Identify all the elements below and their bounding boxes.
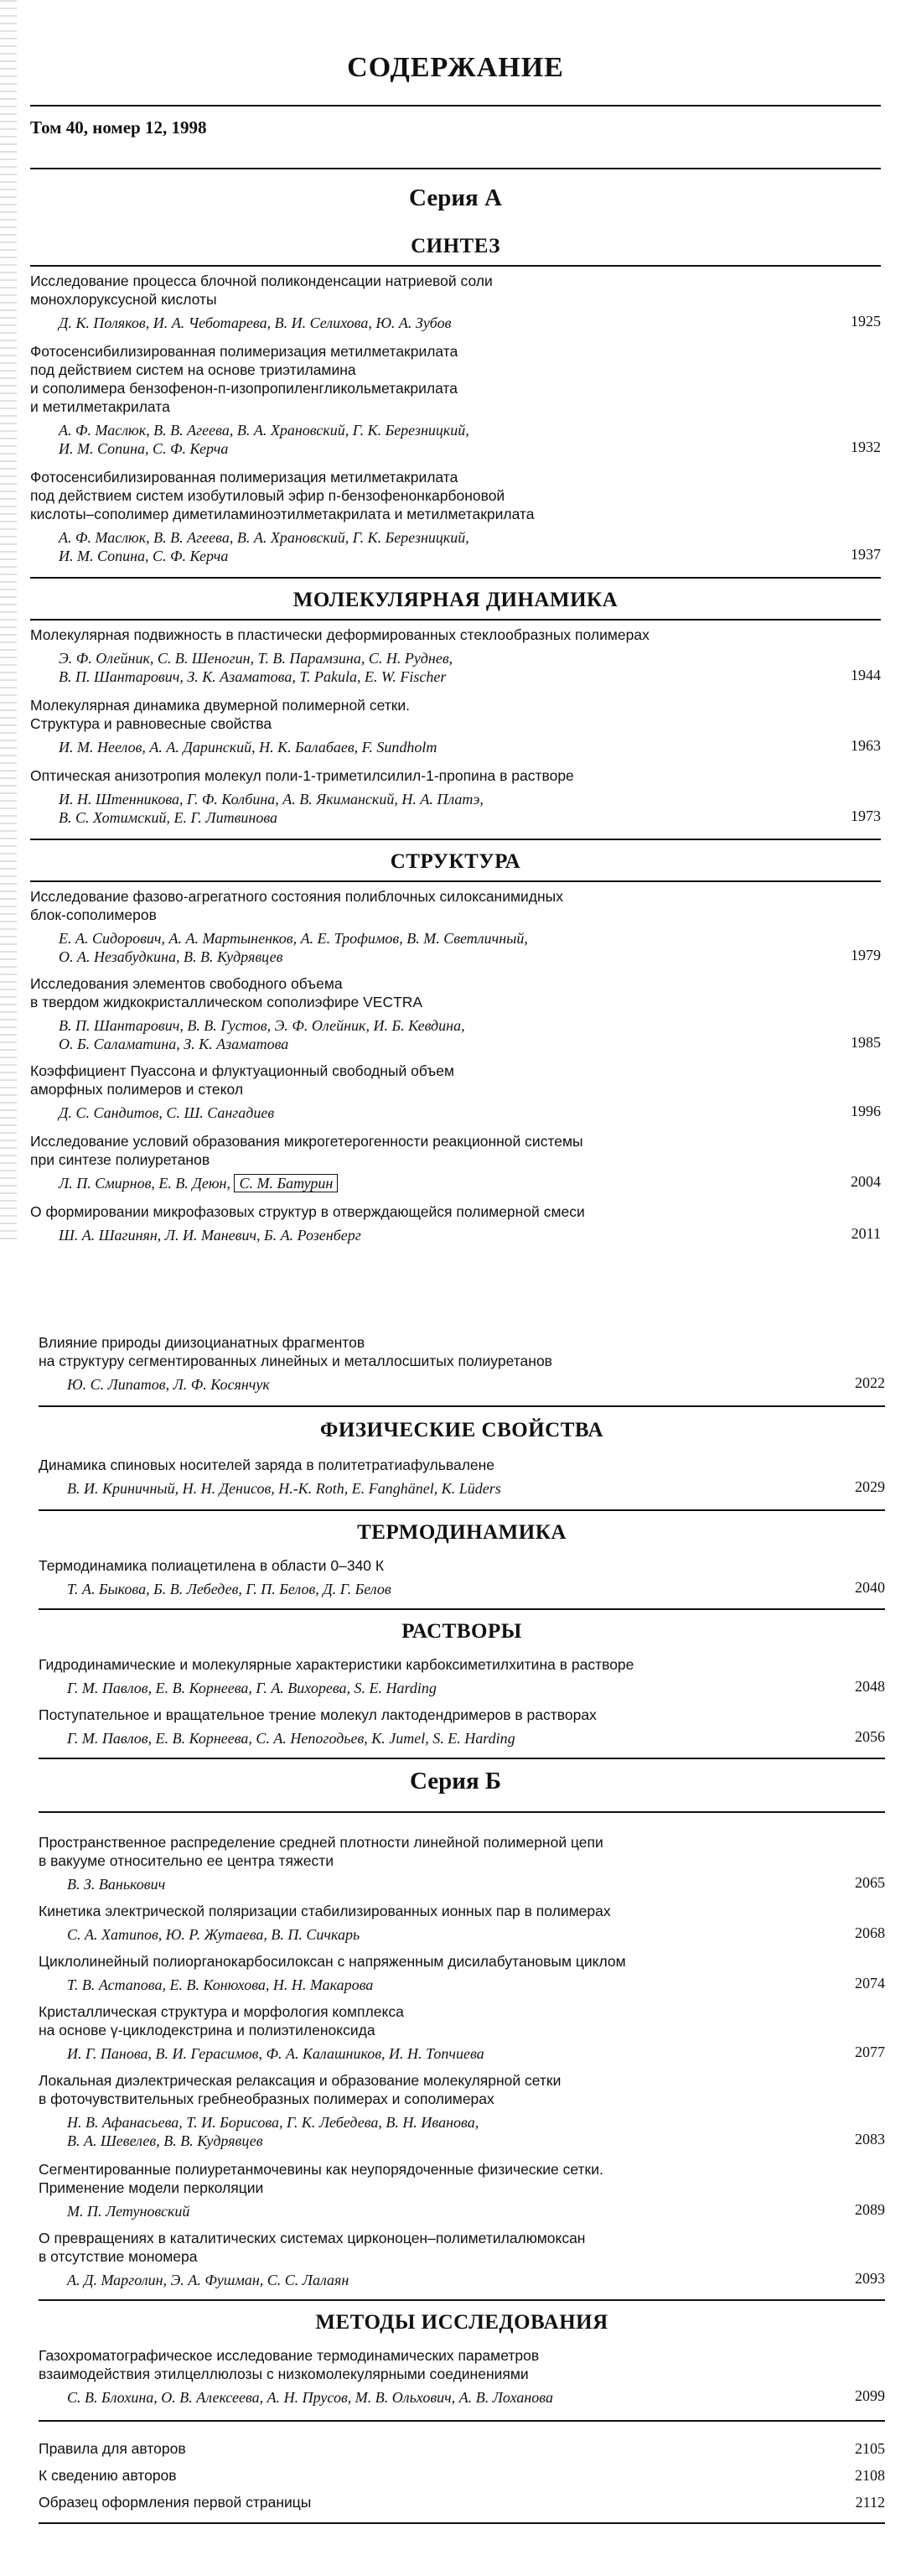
page-title: СОДЕРЖАНИЕ <box>347 52 564 83</box>
entry-authors: И. Н. Штенникова, Г. Ф. Колбина, А. В. Якиманский, Н. А. Платэ, В. С. Хотимский, Е. Г. Литвинова <box>59 791 484 826</box>
section-rule <box>30 839 881 840</box>
entry-title: Локальная диэлектрическая релаксация и образование молекулярной сетки в фоточувствительных гребнеобразных полимерах и сополимерах <box>39 2072 562 2107</box>
toc-entry <box>39 2071 885 2150</box>
toc-entry <box>30 272 881 332</box>
entry-title: Динамика спиновых носителей заряда в политетратиафульвалене <box>39 1457 495 1473</box>
entry-page: 2083 <box>855 2131 885 2148</box>
entry-title: Влияние природы диизоцианатных фрагментов на структуру сегментированных линейных и металлосшитых полиуретанов <box>39 1334 552 1369</box>
toc-entry <box>30 1062 881 1122</box>
title-rule <box>30 105 881 106</box>
entry-page: 2089 <box>855 2201 885 2218</box>
entry-authors: Е. А. Сидорович, А. А. Мартыненков, А. Е. Трофимов, В. М. Светличный, О. А. Незабудкина, В. В. Кудрявцев <box>59 930 528 965</box>
bottom-rule <box>39 2522 885 2524</box>
entry-title: Пространственное распределение средней плотности линейной полимерной цепи в вакууме относительно ее центра тяжести <box>39 1834 603 1869</box>
toc-entry <box>30 766 881 827</box>
entry-title: Поступательное и вращательное трение молекул лактодендримеров в растворах <box>39 1706 597 1723</box>
entry-title: Исследование условий образования микрогетерогенности реакционной системы при синтезе полиуретанов <box>30 1133 583 1168</box>
entry-authors: Г. М. Павлов, Е. В. Корнеева, С. А. Непогодьев, K. Jumel, S. E. Harding <box>67 1730 515 1747</box>
entry-page: 1973 <box>851 808 881 824</box>
section-rule <box>39 1758 885 1759</box>
entry-page: 2065 <box>855 1874 885 1891</box>
entry-authors: Г. М. Павлов, Е. В. Корнеева, Г. А. Вихорева, S. E. Harding <box>67 1680 437 1696</box>
entry-authors: Ш. А. Шагинян, Л. И. Маневич, Б. А. Розенберг <box>59 1227 361 1244</box>
series-rule <box>39 1811 885 1813</box>
entry-authors: Н. В. Афанасьева, Т. И. Борисова, Г. К. Лебедева, В. Н. Иванова, В. А. Шевелев, В. В. Кудрявцев <box>67 2114 479 2149</box>
section-title-research-methods: МЕТОДЫ ИССЛЕДОВАНИЯ <box>315 2311 608 2334</box>
entry-title: О превращениях в каталитических системах цирконоцен–полиметилалюмоксан в отсутствие мономера <box>39 2230 586 2265</box>
entry-authors: Т. А. Быкова, Б. В. Лебедев, Г. П. Белов, Д. Г. Белов <box>67 1581 391 1597</box>
toc-entry <box>30 696 881 756</box>
entry-authors: Д. К. Поляков, И. А. Чеботарева, В. И. Селихова, Ю. А. Зубов <box>59 314 452 331</box>
entry-authors: И. Г. Панова, В. И. Герасимов, Ф. А. Калашников, И. Н. Топчиева <box>67 2045 484 2062</box>
section-title-structure: СТРУКТУРА <box>390 850 521 873</box>
toc-entry <box>30 626 881 686</box>
toc-entry <box>30 974 881 1053</box>
entry-page: 1932 <box>851 439 881 455</box>
entry-title: Оптическая анизотропия молекул поли-1-триметилсилил-1-пропина в растворе <box>30 767 574 784</box>
toc-entry <box>39 1833 885 1893</box>
entry-authors: М. П. Летуновский <box>67 2203 190 2220</box>
toc-entry <box>39 2346 885 2407</box>
entry-authors: С. А. Хатипов, Ю. Р. Жутаева, В. П. Сичкарь <box>67 1926 360 1943</box>
entry-title: Молекулярная подвижность в пластически деформированных стеклообразных полимерах <box>30 626 650 643</box>
toc-entry <box>39 2229 885 2289</box>
entry-page: 2022 <box>855 1374 885 1391</box>
toc-entry <box>39 1902 885 1944</box>
entry-page: 2112 <box>855 2494 885 2511</box>
section-title-sintez: СИНТЕЗ <box>411 235 500 257</box>
entry-page: 2048 <box>855 1678 885 1695</box>
section-rule <box>30 619 881 621</box>
toc-entry <box>39 2440 885 2460</box>
entry-authors: А. Ф. Маслюк, В. В. Агеева, В. А. Храновский, Г. К. Березницкий, И. М. Сопина, С. Ф. Керча <box>59 422 469 457</box>
entry-title: Кристаллическая структура и морфология комплекса на основе γ-циклодекстрина и полиэтиленоксида <box>39 2003 404 2038</box>
entry-title: Кинетика электрической поляризации стабилизированных ионных пар в полимерах <box>39 1903 611 1919</box>
toc-entry <box>30 887 881 966</box>
section-title-physical-properties: ФИЗИЧЕСКИЕ СВОЙСТВА <box>319 1419 604 1441</box>
toc-entry <box>39 2160 885 2220</box>
entry-title: Исследование фазово-агрегатного состояния полиблочных силоксанимидных блок-сополимеров <box>30 888 563 923</box>
toc-entry <box>39 2467 885 2487</box>
boxed-author-name: С. М. Батурин <box>234 1174 338 1192</box>
entry-title: Гидродинамические и молекулярные характеристики карбоксиметилхитина в растворе <box>39 1656 634 1673</box>
toc-entry <box>39 1333 885 1394</box>
section-title-molecular-dynamics: МОЛЕКУЛЯРНАЯ ДИНАМИКА <box>292 589 619 611</box>
section-rule <box>30 880 881 882</box>
entry-authors: В. П. Шантарович, В. В. Густов, Э. Ф. Олейник, И. Б. Кевдина, О. Б. Саламатина, З. К. Азаматова <box>59 1017 465 1052</box>
toc-entry <box>30 468 881 565</box>
toc-entry <box>39 1952 885 1994</box>
section-title-thermodynamics: ТЕРМОДИНАМИКА <box>357 1521 567 1544</box>
entry-authors: С. В. Блохина, О. В. Алексеева, А. Н. Прусов, М. В. Ольхович, А. В. Лоханова <box>67 2389 553 2406</box>
issue-rule <box>30 168 881 169</box>
entry-page: 2004 <box>851 1173 881 1190</box>
section-rule <box>39 1608 885 1610</box>
toc-entry <box>39 1706 885 1748</box>
entry-authors: Д. С. Сандитов, С. Ш. Сангадиев <box>59 1104 275 1121</box>
issue-info: Том 40, номер 12, 1998 <box>30 117 207 138</box>
entry-title: Образец оформления первой страницы <box>39 2494 312 2511</box>
entry-title: Фотосенсибилизированная полимеризация метилметакрилата под действием систем изобутиловый эфир п-бензофенонкарбоновой кислоты–сополимер диметиламиноэтилметакрилата и метилметакрилата <box>30 469 535 522</box>
entry-authors: Т. В. Астапова, Е. В. Конюхова, Н. Н. Макарова <box>67 1976 374 1993</box>
toc-entry <box>39 1556 885 1598</box>
toc-entry <box>39 1655 885 1697</box>
section-rule <box>39 1405 885 1407</box>
entry-page: 1979 <box>851 947 881 963</box>
section-rule <box>30 577 881 579</box>
section-title-solutions: РАСТВОРЫ <box>401 1620 522 1643</box>
toc-entry <box>30 1202 881 1244</box>
toc-entry <box>39 2002 885 2063</box>
entry-page: 2011 <box>851 1225 881 1242</box>
toc-entry <box>30 342 881 458</box>
entry-title: Циклолинейный полиорганокарбосилоксан с напряженным дисилабутановым циклом <box>39 1953 626 1970</box>
section-rule <box>39 2420 885 2422</box>
entry-page: 2074 <box>855 1975 885 1992</box>
entry-page: 2108 <box>855 2467 885 2484</box>
series-b-heading: Серия Б <box>409 1768 502 1794</box>
entry-page: 1944 <box>851 667 881 683</box>
entry-page: 2077 <box>855 2044 885 2060</box>
toc-entry <box>39 1456 885 1498</box>
entry-page: 2093 <box>855 2270 885 2287</box>
entry-title: Термодинамика полиацетилена в области 0–340 К <box>39 1557 385 1574</box>
entry-page: 1963 <box>851 737 881 754</box>
entry-title: Фотосенсибилизированная полимеризация метилметакрилата под действием систем на основе триэтиламина и сополимера бензофенон-п-изопропиленгликольметакрилата и метилметакрилата <box>30 343 458 415</box>
entry-page: 1937 <box>851 546 881 563</box>
entry-title: К сведению авторов <box>39 2467 177 2484</box>
entry-title: О формировании микрофазовых структур в отверждающейся полимерной смеси <box>30 1203 585 1220</box>
entry-page: 2040 <box>855 1579 885 1596</box>
entry-title: Газохроматографическое исследование термодинамических параметров взаимодействия этилцеллюлозы с низкомолекулярными соединениями <box>39 2347 540 2382</box>
entry-page: 2029 <box>855 1478 885 1495</box>
entry-title: Правила для авторов <box>39 2440 186 2457</box>
section-rule <box>39 2299 885 2301</box>
entry-title: Молекулярная динамика двумерной полимерной сетки. Структура и равновесные свойства <box>30 697 411 732</box>
toc-entry <box>30 1132 881 1192</box>
entry-page: 1985 <box>851 1034 881 1051</box>
entry-authors: Ю. С. Липатов, Л. Ф. Косянчук <box>67 1376 270 1393</box>
entry-title: Коэффициент Пуассона и флуктуационный свободный объем аморфных полимеров и стекол <box>30 1062 455 1098</box>
entry-page: 2068 <box>855 1924 885 1941</box>
series-a-heading: Серия А <box>409 184 502 211</box>
entry-page: 2105 <box>855 2440 885 2457</box>
entry-authors: А. Д. Марголин, Э. А. Фушман, С. С. Лалаян <box>67 2272 349 2288</box>
entry-authors: И. М. Неелов, А. А. Даринский, Н. К. Балабаев, F. Sundholm <box>59 739 437 756</box>
entry-title: Исследование процесса блочной поликонденсации натриевой соли монохлоруксусной кислоты <box>30 273 493 308</box>
entry-authors: Л. П. Смирнов, Е. В. Деюн, С. М. Батурин <box>30 1174 881 1192</box>
entry-authors: В. З. Ванькович <box>67 1876 166 1893</box>
toc-entry <box>39 2494 885 2514</box>
entry-page: 2056 <box>855 1728 885 1745</box>
entry-page: 1996 <box>851 1103 881 1119</box>
entry-page: 2099 <box>855 2387 885 2404</box>
entry-title: Исследования элементов свободного объема в твердом жидкокристаллическом сополиэфире VECTRA <box>30 975 423 1010</box>
section-rule <box>39 1509 885 1511</box>
entry-page: 1925 <box>851 313 881 330</box>
section-rule <box>30 265 881 267</box>
entry-authors: А. Ф. Маслюк, В. В. Агеева, В. А. Храновский, Г. К. Березницкий, И. М. Сопина, С. Ф. Керча <box>59 529 469 564</box>
entry-authors: В. И. Криничный, Н. Н. Денисов, H.-K. Roth, E. Fanghänel, K. Lüders <box>67 1480 501 1497</box>
entry-title: Сегментированные полиуретанмочевины как неупорядоченные физические сетки. Применение модели перколяции <box>39 2161 603 2196</box>
entry-authors: Э. Ф. Олейник, С. В. Шеногин, Т. В. Парамзина, С. Н. Руднев, В. П. Шантарович, З. К. Азаматова, T. Pakula, E. W. Fischer <box>59 650 453 685</box>
